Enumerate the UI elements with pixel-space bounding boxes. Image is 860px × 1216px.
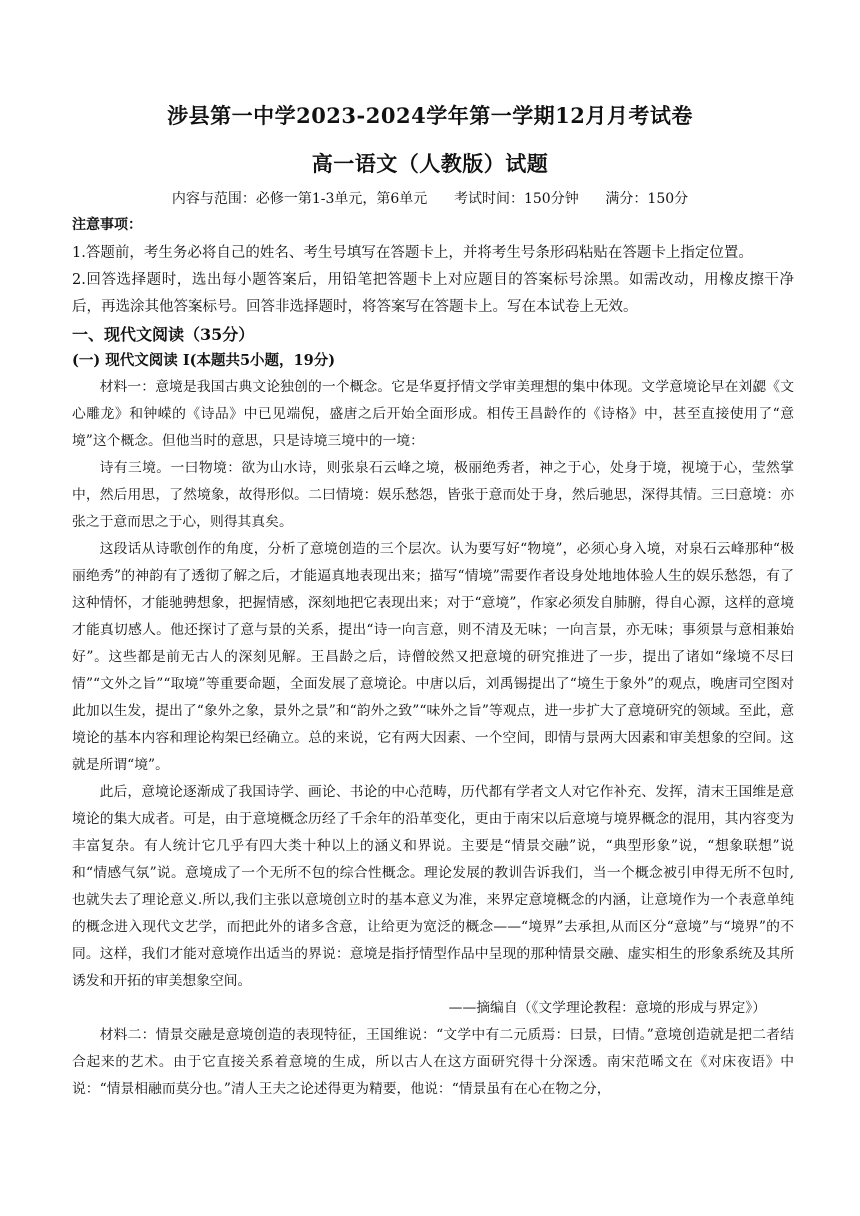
passage-source: ——摘编自（《文学理论教程：意境的形成与界定》） xyxy=(448,1000,766,1016)
passage-paragraph-5: 材料二：情景交融是意境创造的表现特征，王国维说：“文学中有二元质焉：曰景，曰情。”意境创造就是把二者结合起来的艺术。由于它直接关系着意境的生成，所以古人在这方面研究得十分深透。南宋范晞文在《对床夜语》中说：“情景相融而莫分也。”清人王夫之论述得更为精要，他说：“情景虽有在心在物之分， xyxy=(72,1027,794,1097)
notes-heading: 注意事项： xyxy=(72,217,142,233)
passage-paragraph-4: 此后，意境论逐渐成了我国诗学、画论、书论的中心范畴，历代都有学者文人对它作补充、发挥，清末王国维是意境论的集大成者。可是，由于意境概念历经了千余年的沿革变化，更由于南宋以后意境与境界概念的混用，其内容变为丰富复杂。有人统计它几乎有四大类十种以上的涵义和界说。主要是“情景交融”说，“典型形象”说，“想象联想”说和“情感气氛”说。意境成了一个无所不包的综合性概念。理论发展的教训告诉我们，当一个概念被引申得无所不包时,也就失去了理论意义.所以,我们主张以意境创立时的基本意义为准，来界定意境概念的内涵，让意境作为一个表意单纯的概念进入现代文艺学，而把此外的诸多含意，让给更为宽泛的概念——“境界”去承担,从而区分“意境”与“境界”的不同。这样，我们才能对意境作出适当的界说：意境是指抒情型作品中呈现的那种情景交融、虚实相生的形象系统及其所诱发和开拓的审美想象空间。 xyxy=(72,784,794,989)
note-item-2: 2.回答选择题时，选出每小题答案后，用铅笔把答题卡上对应题目的答案标号涂黑。如需改动，用橡皮擦干净后，再选涂其他答案标号。回答非选择题时，将答案写在答题卡上。写在本试卷上无效。 xyxy=(72,272,794,315)
notes-list xyxy=(72,240,794,321)
note-item-1: 1.答题前，考生务必将自己的姓名、考生号填写在答题卡上，并将考生号条形码粘贴在答题卡上指定位置。 xyxy=(72,245,753,261)
exam-subtitle: 高一语文（人教版）试题 xyxy=(311,151,549,176)
section-heading: 一、现代文阅读（35分） xyxy=(72,325,255,344)
section-subheading: (一) 现代文阅读 I(本题共5小题，19分) xyxy=(72,352,336,369)
reading-passage xyxy=(72,374,794,1103)
passage-paragraph-3: 这段话从诗歌创作的角度，分析了意境创造的三个层次。认为要写好“物境”，必须心身入境，对泉石云峰那种“极丽绝秀”的神韵有了透彻了解之后，才能逼真地表现出来；描写“情境”需要作者设身处地地体验人生的娱乐愁怨，有了这种情怀，才能驰骋想象，把握情感，深刻地把它表现出来；对于“意境”，作家必须发自肺腑，得自心源，这样的意境才能真切感人。他还探讨了意与景的关系，提出“诗一向言意，则不清及无味；一向言景，亦无味；事须景与意相兼始好”。这些都是前无古人的深刻见解。王昌龄之后，诗僧皎然又把意境的研究推进了一步，提出了诸如“缘境不尽曰情”“文外之旨”“取境”等重要命题，全面发展了意境论。中唐以后，刘禹锡提出了“境生于象外”的观点，晚唐司空图对此加以生发，提出了“象外之象，景外之景”和“韵外之致”“味外之旨”等观点，进一步扩大了意境研究的领域。至此，意境论的基本内容和理论构架已经确立。总的来说，它有两大因素、一个空间，即情与景两大因素和审美想象的空间。这就是所谓“境”。 xyxy=(72,541,794,773)
exam-title: 涉县第一中学2023-2024学年第一学期12月月考试卷 xyxy=(167,103,693,128)
passage-paragraph-1: 材料一：意境是我国古典文论独创的一个概念。它是华夏抒情文学审美理想的集中体现。文学意境论早在刘勰《文心雕龙》和钟嵘的《诗品》中已见端倪，盛唐之后开始全面形成。相传王昌龄作的《诗格》中，甚至直接使用了“意境”这个概念。但他当时的意思，只是诗境三境中的一境： xyxy=(72,379,794,449)
exam-meta-line: 内容与范围：必修一第1-3单元，第6单元 考试时间：150分钟 满分：150分 xyxy=(171,191,689,207)
passage-paragraph-2: 诗有三境。一曰物境：欲为山水诗，则张泉石云峰之境，极丽绝秀者，神之于心，处身于境，视境于心，莹然掌中，然后用思，了然境象，故得形似。二曰情境：娱乐愁怨，皆张于意而处于身，然后驰思，深得其情。三曰意境：亦张之于意而思之于心，则得其真矣。 xyxy=(72,460,794,530)
